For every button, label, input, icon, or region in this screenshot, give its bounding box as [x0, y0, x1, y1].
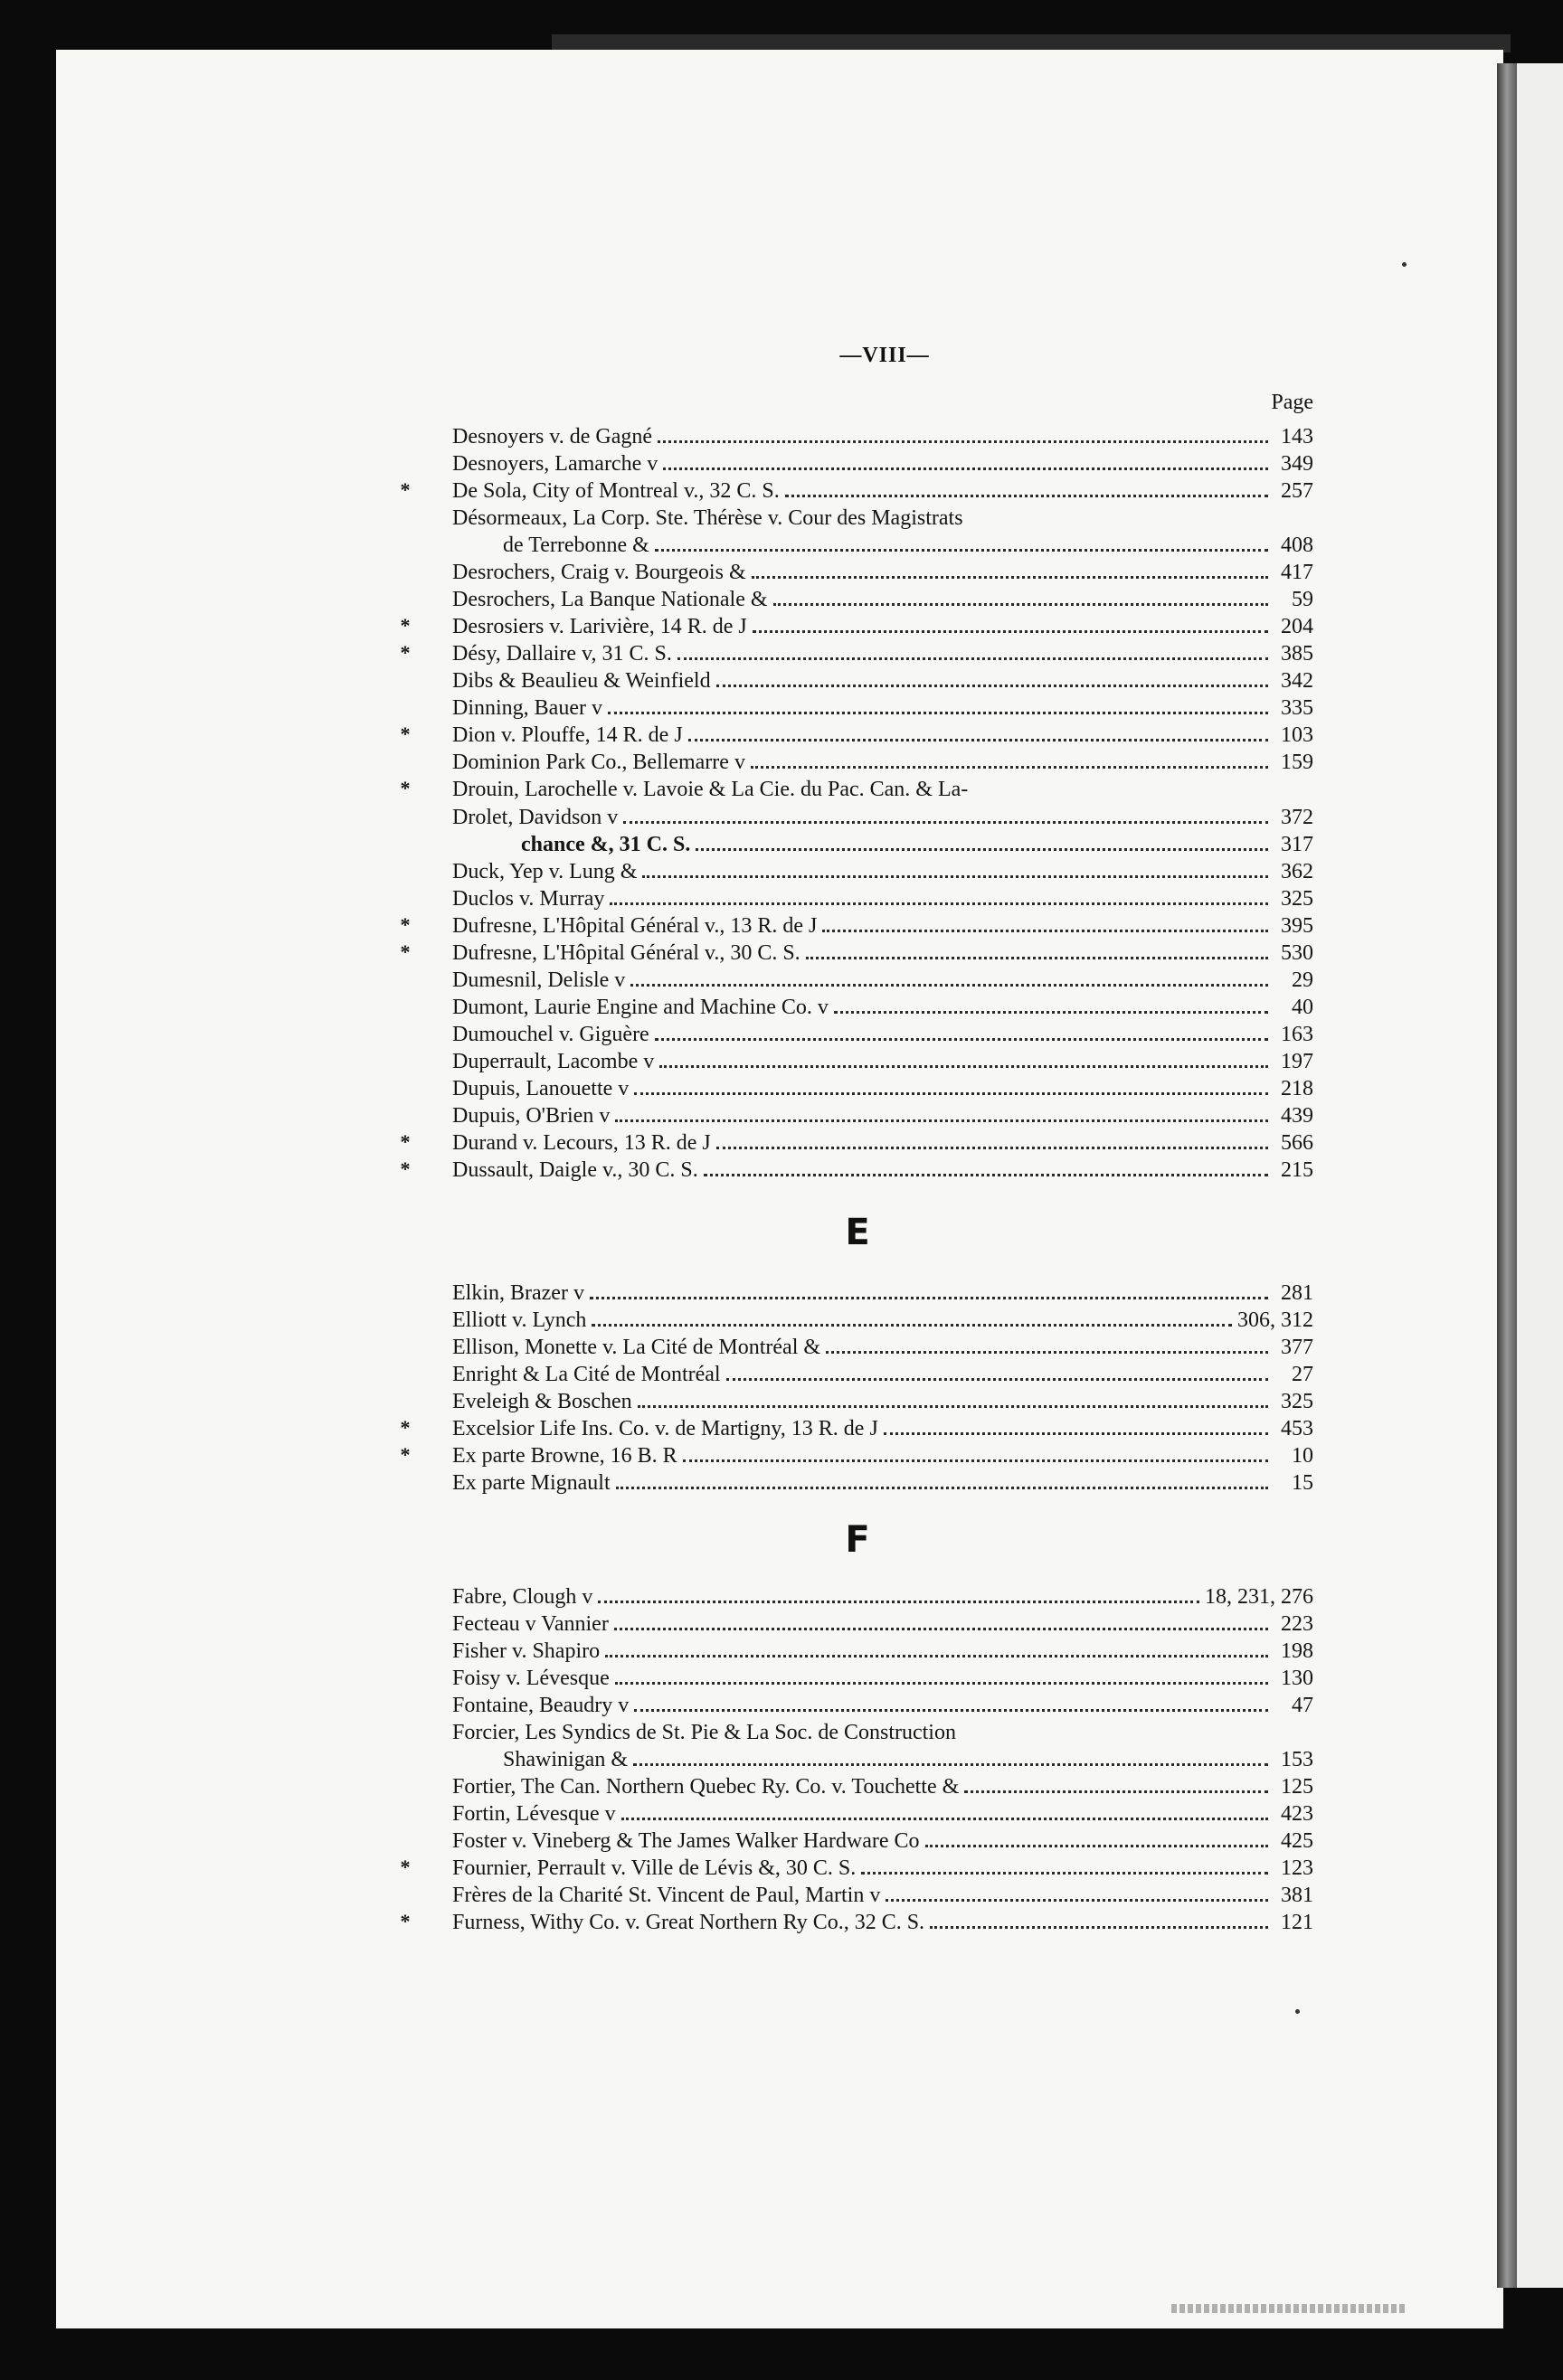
- asterisk-mark: *: [400, 1856, 411, 1878]
- case-name: Desrosiers v. Larivière, 14 R. de J: [452, 615, 747, 638]
- leader-dots: [826, 1333, 1268, 1354]
- leader-dots: [592, 1306, 1232, 1327]
- asterisk-mark: *: [400, 940, 411, 963]
- case-name: Shawinigan &: [503, 1748, 628, 1771]
- leader-dots: [964, 1772, 1268, 1793]
- leader-dots: [688, 721, 1268, 741]
- page-ref: 143: [1281, 425, 1313, 449]
- index-entry: [452, 1799, 1313, 1827]
- index-entry-continued: [521, 830, 1313, 857]
- leader-dots: [930, 1908, 1268, 1929]
- leader-dots: [861, 1854, 1268, 1875]
- case-name: Ex parte Mignault: [452, 1471, 611, 1495]
- page-ref: 395: [1281, 914, 1313, 938]
- index-entry: [452, 1074, 1313, 1101]
- leader-dots: [598, 1582, 1199, 1603]
- page-ref: 125: [1281, 1775, 1313, 1799]
- case-name: Eveleigh & Boschen: [452, 1390, 632, 1413]
- page-ref: 317: [1281, 833, 1313, 856]
- page-ref: 425: [1281, 1829, 1313, 1853]
- adjacent-page-strip: [1517, 63, 1563, 2288]
- leader-dots: [615, 1664, 1268, 1685]
- index-entry: [400, 1156, 1313, 1183]
- leader-dots: [677, 639, 1268, 660]
- leader-dots: [716, 666, 1268, 687]
- page-ref: 15: [1292, 1471, 1313, 1495]
- index-entry: [400, 721, 1313, 748]
- page-ref: 223: [1281, 1612, 1313, 1636]
- leader-dots: [884, 1414, 1268, 1435]
- leader-dots: [704, 1156, 1268, 1176]
- page-ref: 566: [1281, 1131, 1313, 1155]
- case-name: Desrochers, La Banque Nationale &: [452, 588, 768, 611]
- case-name: Fisher v. Shapiro: [452, 1639, 601, 1663]
- leader-dots: [683, 1441, 1268, 1462]
- index-entry: [452, 884, 1313, 911]
- case-name: de Terrebonne &: [503, 534, 649, 557]
- leader-dots: [659, 1047, 1268, 1068]
- page-ref: 204: [1281, 615, 1313, 638]
- leader-dots: [616, 1469, 1268, 1489]
- page-ref: 59: [1292, 588, 1313, 611]
- case-name: Desrochers, Craig v. Bourgeois &: [452, 561, 746, 584]
- asterisk-mark: *: [400, 913, 411, 936]
- page-ref: 335: [1281, 696, 1313, 720]
- page-ref: 349: [1281, 452, 1313, 476]
- leader-dots: [806, 939, 1268, 959]
- page-ref: 198: [1281, 1639, 1313, 1663]
- page-ref: 417: [1281, 561, 1313, 584]
- page-ref: 40: [1292, 996, 1313, 1019]
- leader-dots: [834, 993, 1268, 1014]
- case-name: Excelsior Life Ins. Co. v. de Martigny, 13 R. de J: [452, 1417, 878, 1440]
- case-name: Dumesnil, Delisle v: [452, 968, 626, 992]
- case-name: Dupuis, O'Brien v: [452, 1104, 611, 1128]
- index-entry: [400, 1129, 1313, 1156]
- case-name: Duclos v. Murray: [452, 887, 605, 911]
- index-entry: [452, 694, 1313, 721]
- case-name: chance &, 31 C. S.: [521, 833, 691, 856]
- case-name: Dumouchel v. Giguère: [452, 1023, 649, 1046]
- index-entry: [452, 1637, 1313, 1664]
- page-ref: 342: [1281, 669, 1313, 693]
- leader-dots: [658, 422, 1268, 443]
- page-ref: 306, 312: [1237, 1308, 1313, 1332]
- case-name: Désy, Dallaire v, 31 C. S.: [452, 642, 672, 666]
- case-name: Dominion Park Co., Bellemarre v: [452, 751, 745, 774]
- case-name: Désormeaux, La Corp. Ste. Thérèse v. Cour des Magistrats: [452, 506, 963, 530]
- leader-dots: [608, 694, 1268, 714]
- leader-dots: [696, 830, 1268, 851]
- asterisk-mark: *: [400, 641, 411, 664]
- leader-dots: [753, 612, 1268, 633]
- case-name: Dufresne, L'Hôpital Général v., 13 R. de J: [452, 914, 818, 938]
- index-entry: [400, 1854, 1313, 1881]
- page-ref: 123: [1281, 1856, 1313, 1880]
- index-entry: [452, 1827, 1313, 1854]
- leader-dots: [634, 1691, 1268, 1712]
- leader-dots: [605, 1637, 1268, 1658]
- case-name: Foisy v. Lévesque: [452, 1667, 610, 1690]
- page-ref: 453: [1281, 1417, 1313, 1440]
- index-entry: [452, 504, 1313, 531]
- page-ref: 362: [1281, 860, 1313, 883]
- page-ref: 27: [1292, 1363, 1313, 1386]
- index-entry: [400, 1441, 1313, 1469]
- asterisk-mark: *: [400, 722, 411, 745]
- index-entry: [400, 911, 1313, 939]
- page-ref: 218: [1281, 1077, 1313, 1100]
- index-entry: [452, 558, 1313, 585]
- index-entry: [452, 666, 1313, 694]
- leader-dots: [610, 884, 1268, 905]
- asterisk-mark: *: [400, 614, 411, 637]
- leader-dots: [621, 1799, 1268, 1820]
- leader-dots: [655, 531, 1268, 552]
- index-entry: [452, 993, 1313, 1020]
- page-ref: 385: [1281, 642, 1313, 666]
- asterisk-mark: *: [400, 1416, 411, 1439]
- case-name: Fabre, Clough v: [452, 1585, 593, 1609]
- leader-dots: [634, 1074, 1268, 1095]
- leader-dots: [642, 857, 1268, 878]
- case-name: Dufresne, L'Hôpital Général v., 30 C. S.: [452, 941, 800, 965]
- index-entry: [452, 1469, 1313, 1496]
- case-name: Durand v. Lecours, 13 R. de J: [452, 1131, 711, 1155]
- page-ref: 281: [1281, 1281, 1313, 1305]
- case-name: Duck, Yep v. Lung &: [452, 860, 638, 883]
- page-ref: 18, 231, 276: [1205, 1585, 1313, 1609]
- case-name: Duperrault, Lacombe v: [452, 1050, 655, 1073]
- page-binding-edge: [1497, 63, 1517, 2288]
- index-entry: [452, 1772, 1313, 1799]
- page-ref: 159: [1281, 751, 1313, 774]
- index-entry: [452, 422, 1313, 449]
- index-entry: [400, 612, 1313, 639]
- case-name: Frères de la Charité St. Vincent de Paul, Martin v: [452, 1884, 881, 1907]
- leader-dots: [716, 1129, 1268, 1149]
- page-ref: 163: [1281, 1023, 1313, 1046]
- page-ref: 325: [1281, 887, 1313, 911]
- index-entry: [400, 1908, 1313, 1935]
- index-entry: [452, 748, 1313, 775]
- case-name: Elliott v. Lynch: [452, 1308, 587, 1332]
- index-entry: [452, 1881, 1313, 1908]
- case-name: Drouin, Larochelle v. Lavoie & La Cie. du Pac. Can. & La-: [452, 778, 969, 801]
- index-entry: [452, 857, 1313, 884]
- leader-dots: [726, 1360, 1268, 1381]
- index-entry: [452, 803, 1313, 830]
- page-ref: 439: [1281, 1104, 1313, 1128]
- asterisk-mark: *: [400, 1910, 411, 1932]
- page-ref: 325: [1281, 1390, 1313, 1413]
- case-name: Ellison, Monette v. La Cité de Montréal &: [452, 1336, 821, 1359]
- scan-speck: [1402, 262, 1407, 267]
- asterisk-mark: *: [400, 1157, 411, 1180]
- case-name: Dion v. Plouffe, 14 R. de J: [452, 723, 683, 747]
- page-ref: 377: [1281, 1336, 1313, 1359]
- page-ref: 197: [1281, 1050, 1313, 1073]
- leader-dots: [614, 1610, 1268, 1630]
- index-entry: [452, 1101, 1313, 1129]
- asterisk-mark: *: [400, 1443, 411, 1466]
- page-ref: 130: [1281, 1667, 1313, 1690]
- case-name: Fecteau v Vannier: [452, 1612, 609, 1636]
- leader-dots: [633, 1745, 1268, 1766]
- leader-dots: [615, 1101, 1268, 1122]
- leader-dots: [822, 911, 1268, 932]
- case-name: Desnoyers v. de Gagné: [452, 425, 653, 449]
- case-name: Dibs & Beaulieu & Weinfield: [452, 669, 711, 693]
- leader-dots: [623, 803, 1268, 824]
- index-entry: [452, 1020, 1313, 1047]
- case-name: Ex parte Browne, 16 B. R: [452, 1444, 677, 1468]
- index-entry: [452, 1360, 1313, 1387]
- leader-dots: [751, 748, 1268, 769]
- case-name: Dupuis, Lanouette v: [452, 1077, 630, 1100]
- leader-dots: [752, 558, 1268, 579]
- leader-dots: [655, 1020, 1268, 1041]
- page-column-header: Page: [1271, 391, 1313, 414]
- page-ref: 423: [1281, 1802, 1313, 1826]
- scan-footer-stamp: [1171, 2304, 1407, 2313]
- case-name: Forcier, Les Syndics de St. Pie & La Soc. de Construction: [452, 1721, 956, 1744]
- case-name: Fortier, The Can. Northern Quebec Ry. Co. v. Touchette &: [452, 1775, 960, 1799]
- index-entry: [452, 1047, 1313, 1074]
- asterisk-mark: *: [400, 478, 411, 501]
- page-number: —VIII—: [839, 344, 930, 367]
- leader-dots: [925, 1827, 1268, 1847]
- page-ref: 121: [1281, 1911, 1313, 1934]
- index-entry-continued: [503, 1745, 1313, 1772]
- leader-dots: [773, 585, 1268, 606]
- index-entry: [400, 775, 1313, 802]
- index-entry: [452, 1664, 1313, 1691]
- case-name: Furness, Withy Co. v. Great Northern Ry Co., 32 C. S.: [452, 1911, 925, 1934]
- index-entry: [452, 1691, 1313, 1718]
- page-ref: 530: [1281, 941, 1313, 965]
- index-entry: [452, 585, 1313, 612]
- index-entry: [452, 1582, 1313, 1610]
- case-name: Foster v. Vineberg & The James Walker Hardware Co: [452, 1829, 920, 1853]
- scan-speck: [1295, 2009, 1300, 2014]
- case-name: Drolet, Davidson v: [452, 806, 619, 829]
- index-entry: [452, 1610, 1313, 1637]
- page-ref: 153: [1281, 1748, 1313, 1771]
- index-entry: [400, 639, 1313, 666]
- leader-dots: [663, 449, 1268, 470]
- page-ref: 47: [1292, 1694, 1313, 1717]
- case-name: Dinning, Bauer v: [452, 696, 602, 720]
- index-entry: [452, 1387, 1313, 1414]
- case-name: Fontaine, Beaudry v: [452, 1694, 630, 1717]
- case-name: Desnoyers, Lamarche v: [452, 452, 658, 476]
- leader-dots: [630, 966, 1268, 987]
- index-entry: [452, 1279, 1313, 1306]
- page-ref: 372: [1281, 806, 1313, 829]
- case-name: Dussault, Daigle v., 30 C. S.: [452, 1158, 698, 1182]
- leader-dots: [785, 477, 1268, 497]
- leader-dots: [886, 1881, 1268, 1902]
- case-name: Dumont, Laurie Engine and Machine Co. v: [452, 996, 829, 1019]
- page-ref: 408: [1281, 534, 1313, 557]
- page-ref: 257: [1281, 479, 1313, 503]
- index-entry-continued: [503, 531, 1313, 558]
- page-ref: 215: [1281, 1158, 1313, 1182]
- case-name: Enright & La Cité de Montréal: [452, 1363, 721, 1386]
- page-ref: 381: [1281, 1884, 1313, 1907]
- page-ref: 103: [1281, 723, 1313, 747]
- case-name: De Sola, City of Montreal v., 32 C. S.: [452, 479, 780, 503]
- index-entry: [452, 966, 1313, 993]
- leader-dots: [638, 1387, 1268, 1408]
- page-ref: 10: [1292, 1444, 1313, 1468]
- leader-dots: [590, 1279, 1268, 1299]
- case-name: Fournier, Perrault v. Ville de Lévis &, 30 C. S.: [452, 1856, 857, 1880]
- case-name: Fortin, Lévesque v: [452, 1802, 616, 1826]
- index-entry: [452, 1306, 1313, 1333]
- index-entry: [400, 939, 1313, 966]
- asterisk-mark: *: [400, 1130, 411, 1153]
- index-entry: [400, 1414, 1313, 1441]
- index-entry: [400, 477, 1313, 504]
- section-heading-e: E: [845, 1212, 870, 1253]
- section-heading-f: F: [845, 1519, 870, 1561]
- index-entry: [452, 1333, 1313, 1360]
- index-entry: [452, 449, 1313, 477]
- index-entry: [452, 1718, 1313, 1745]
- case-name: Elkin, Brazer v: [452, 1281, 584, 1305]
- asterisk-mark: *: [400, 777, 411, 799]
- page-ref: 29: [1292, 968, 1313, 992]
